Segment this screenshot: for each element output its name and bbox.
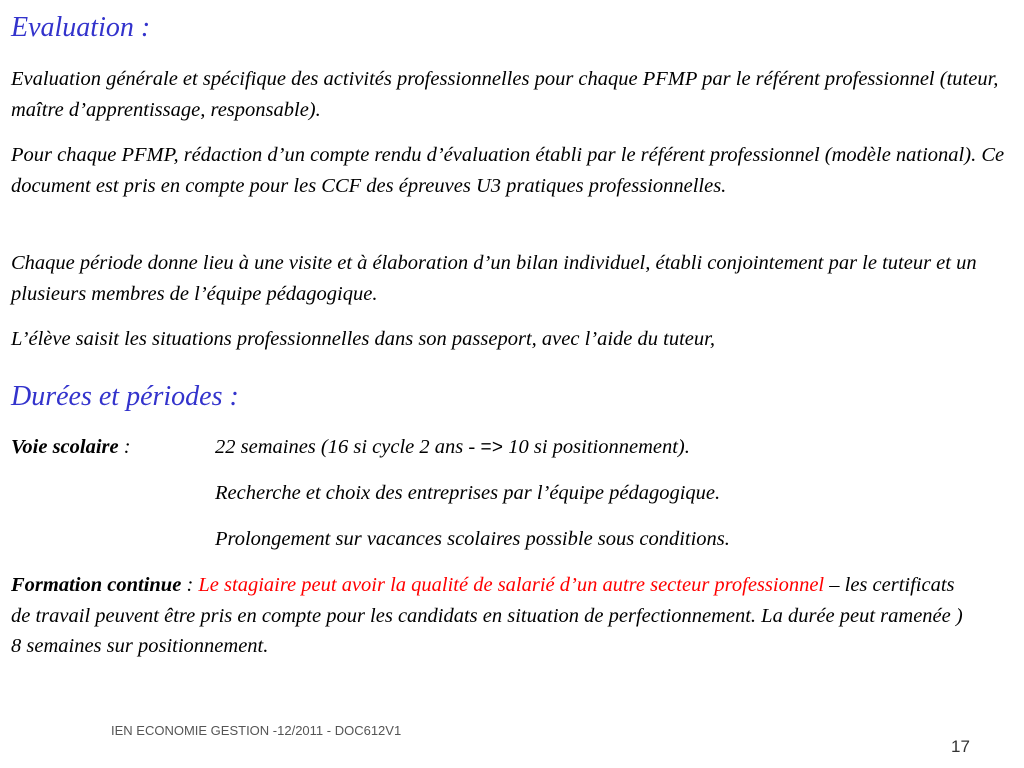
evaluation-heading: Evaluation : <box>11 12 151 43</box>
page-number: 17 <box>951 737 970 756</box>
voie-scolaire-line-2: Recherche et choix des entreprises par l’équipe pédagogique. <box>215 482 721 504</box>
formation-continue-highlight: Le stagiaire peut avoir la qualité de salarié d’un autre secteur professionnel <box>198 574 825 596</box>
voie-scolaire-colon: : <box>118 436 131 458</box>
footer-text: IEN ECONOMIE GESTION -12/2011 - DOC612V1 <box>111 723 402 738</box>
voie-scolaire-line-1 <box>215 432 690 463</box>
durees-heading: Durées et périodes : <box>11 381 239 412</box>
evaluation-paragraph-3: Chaque période donne lieu à une visite et à élaboration d’un bilan individuel, établi conjointement par le tuteur et un plusieurs membres de l’équipe pédagogique. <box>11 252 977 305</box>
formation-continue-rest: – les certificats de travail peuvent être pris en compte pour les candidats en situation de perfectionnement. La durée peut ramenée ) 8 semaines sur positionnement. <box>11 574 963 657</box>
voie-scolaire-line-3: Prolongement sur vacances scolaires possible sous conditions. <box>215 528 730 550</box>
formation-continue-label: Formation continue <box>11 574 182 596</box>
evaluation-paragraph-1: Evaluation générale et spécifique des activités professionnelles pour chaque PFMP par le référent professionnel (tuteur, maître d’apprentissage, responsable). <box>11 68 999 121</box>
evaluation-paragraph-2: Pour chaque PFMP, rédaction d’un compte rendu d’évaluation établi par le référent professionnel (modèle national). Ce document est pris en compte pour les CCF des épreuves U3 pratiques professionnelles. <box>11 144 1005 197</box>
voie-scolaire-label-line <box>11 432 131 462</box>
formation-continue-paragraph <box>11 570 971 662</box>
voie-scolaire-line-1b: 10 si positionnement). <box>503 436 690 458</box>
formation-continue-colon: : <box>181 574 199 596</box>
voie-scolaire-line-1a: 22 semaines (16 si cycle 2 ans - <box>215 436 481 458</box>
arrow-symbol: => <box>480 437 504 459</box>
evaluation-paragraph-4: L’élève saisit les situations professionnelles dans son passeport, avec l’aide du tuteur, <box>11 328 715 350</box>
voie-scolaire-label: Voie scolaire <box>11 436 119 458</box>
